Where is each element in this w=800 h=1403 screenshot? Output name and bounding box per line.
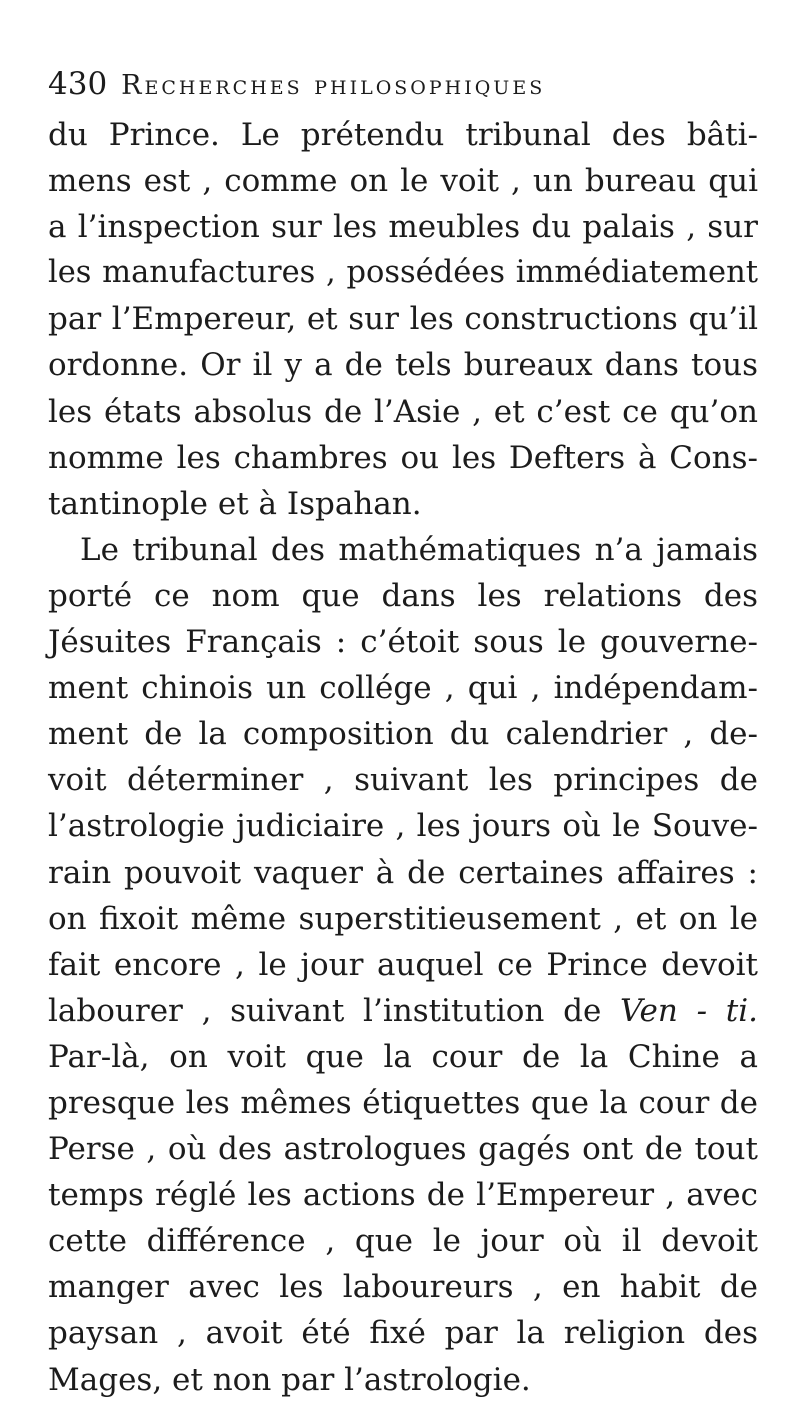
text-line xyxy=(48,112,758,158)
text-line-content: Mages, et non par l’astrologie. xyxy=(48,1361,531,1398)
text-line xyxy=(48,988,758,1034)
text-line-content: manger avec les laboureurs , en habit de xyxy=(48,1269,758,1306)
text-line-content: presque les mêmes étiquettes que la cour de xyxy=(48,1084,758,1121)
text-line xyxy=(48,250,758,296)
text-line-content: ment de la composition du calendrier , de- xyxy=(48,716,758,753)
text-line-content: temps réglé les actions de l’Empereur , avec xyxy=(48,1177,758,1214)
text-line xyxy=(48,711,758,757)
text-line xyxy=(48,1126,758,1172)
text-line-content: Perse , où des astrologues gagés ont de tout xyxy=(48,1131,758,1168)
text-line-content: mens est , comme on le voit , un bureau qui xyxy=(48,163,758,200)
text-line-content: ordonne. Or il y a de tels bureaux dans tous xyxy=(48,347,758,384)
text-line-content: tantinople et à Ispahan. xyxy=(48,485,422,522)
text-line-content: les manufactures , possédées immédiatement xyxy=(48,255,758,291)
text-line-content: labourer , suivant l’institution de xyxy=(48,992,621,1029)
text-line xyxy=(48,342,758,388)
text-line xyxy=(48,896,758,942)
italic-term: Ven - ti. xyxy=(620,992,758,1029)
running-head: Recherches philosophiques xyxy=(121,70,546,101)
text-line xyxy=(48,204,758,250)
text-line-content: nomme les chambres ou les Defters à Cons- xyxy=(48,439,758,476)
text-line xyxy=(48,665,758,711)
text-line-content: on fixoit même superstitieusement , et on le xyxy=(48,900,758,937)
text-line xyxy=(48,158,758,204)
text-line-content: a l’inspection sur les meubles du palais , sur xyxy=(48,209,758,246)
text-line xyxy=(48,296,758,342)
text-line xyxy=(48,1264,758,1310)
text-line-content: porté ce nom que dans les relations des xyxy=(48,577,758,614)
body-text xyxy=(48,112,758,1403)
text-line xyxy=(48,389,758,435)
text-line xyxy=(48,1357,758,1403)
text-line xyxy=(48,435,758,481)
text-line-content: du Prince. Le prétendu tribunal des bâti- xyxy=(48,117,758,153)
text-line xyxy=(48,1218,758,1264)
text-line xyxy=(48,1034,758,1080)
text-line xyxy=(48,527,758,573)
text-line-content: Jésuites Français : c’étoit sous le gouverne- xyxy=(48,624,758,661)
text-line-content: cette différence , que le jour où il devoit xyxy=(48,1223,758,1260)
text-line xyxy=(48,1310,758,1356)
text-line-content: l’astrologie judiciaire , les jours où le Souve- xyxy=(48,808,758,845)
text-line-content: paysan , avoit été fixé par la religion des xyxy=(48,1315,758,1352)
text-line-content: ment chinois un collége , qui , indépendam- xyxy=(48,670,758,707)
text-line-content: les états absolus de l’Asie , et c’est ce qu’on xyxy=(48,393,758,430)
text-line xyxy=(48,1080,758,1126)
text-line-content: fait encore , le jour auquel ce Prince devoit xyxy=(48,946,758,983)
text-line xyxy=(48,481,758,527)
text-line xyxy=(48,573,758,619)
text-line xyxy=(48,757,758,803)
text-line-content: Le tribunal des mathématiques n’a jamais xyxy=(80,531,758,568)
text-line xyxy=(48,850,758,896)
text-line xyxy=(48,942,758,988)
page-header xyxy=(48,66,768,110)
text-line-content: Par-là, on voit que la cour de la Chine a xyxy=(48,1038,758,1075)
text-line-content: voit déterminer , suivant les principes de xyxy=(48,762,758,799)
text-line-content: rain pouvoit vaquer à de certaines affaires : xyxy=(48,854,758,891)
text-line xyxy=(48,1172,758,1218)
text-line xyxy=(48,619,758,665)
text-line xyxy=(48,803,758,849)
text-line-content: par l’Empereur, et sur les constructions qu’il xyxy=(48,301,758,338)
page-number: 430 xyxy=(48,66,108,102)
